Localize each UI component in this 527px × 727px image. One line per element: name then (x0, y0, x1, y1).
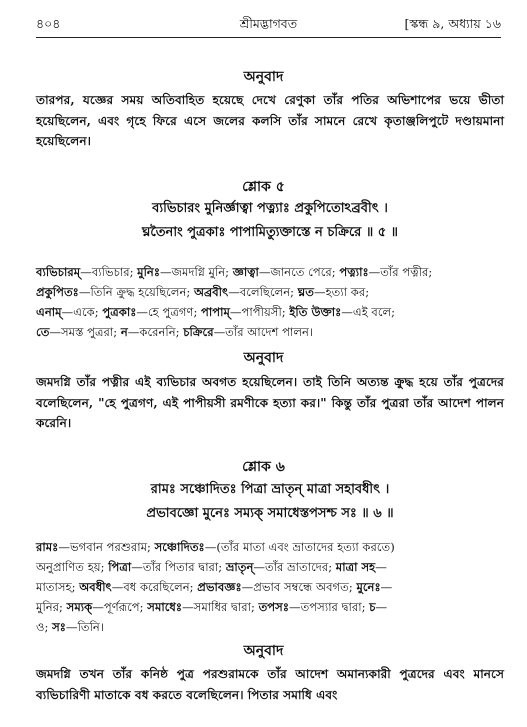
sanskrit-word: এনাম্ (36, 305, 62, 319)
sanskrit-word: পত্ন্যাঃ (339, 265, 369, 279)
word-meaning: —প্রভাব সম্বন্ধে অবগত; (241, 580, 357, 594)
word-meaning: —করেননি; (127, 325, 184, 339)
synonyms-line (36, 557, 504, 577)
translation-heading: অনুবাদ (243, 643, 284, 659)
sanskrit-word: অবধীৎ (79, 580, 112, 594)
word-meaning: —তাঁর ভ্রাতাদের; (253, 560, 336, 574)
translation-heading: অনুবাদ (243, 69, 284, 85)
word-meaning: —হত্যা কর; (313, 285, 370, 299)
word-meaning: —পূর্ণরূপে; (92, 600, 148, 614)
sanskrit-word: সঞ্চোদিতঃ (154, 540, 205, 554)
sloka-line: রামঃ সঞ্চোদিতঃ পিত্রা ভ্রাতৃন্ মাত্রা সহাবধীৎ । (150, 482, 390, 497)
word-meaning: —তাঁর আদেশ পালন। (213, 325, 314, 339)
sanskrit-word: চক্রিরে (183, 325, 214, 339)
sanskrit-word: চ (369, 600, 376, 614)
translation-text: জমদগ্নি তাঁর পত্নীর এই ব্যভিচার অবগত হয়েছিলেন। তাই তিনি অত্যন্ত ক্রুদ্ধ হয়ে তাঁর পুত্রদের বলেছিলেন, "হে পুত্রগণ, এই পাপীয়সী রমণীকে হত্যা কর।" কিন্তু তাঁর পুত্ররা তাঁর আদেশ পালন করেনি। (36, 375, 504, 430)
sanskrit-word: পুত্রকাঃ (102, 305, 137, 319)
word-meaning: মুনির; (36, 600, 67, 614)
page-number: ৪০৪ (36, 16, 61, 31)
synonyms-line (36, 597, 504, 617)
sanskrit-word: তপসঃ (258, 600, 290, 614)
sanskrit-word: ইতি উক্তাঃ (289, 305, 342, 319)
word-meaning: —বলেছিলেন; (228, 285, 298, 299)
word-meaning: ও; (36, 620, 53, 634)
synonyms-line (36, 322, 504, 342)
sanskrit-word: সমাধেঃ (147, 600, 183, 614)
sanskrit-word: সঃ (52, 620, 66, 634)
word-meaning: — (375, 600, 388, 614)
sanskrit-word: মুনিঃ (137, 265, 161, 279)
word-meaning: —তাঁর পত্নীর; (368, 265, 433, 279)
sanskrit-word: প্রভাবজ্ঞঃ (197, 580, 242, 594)
word-meaning: —সমাধির দ্বারা; (182, 600, 259, 614)
sloka-line: ব্যভিচারং মুনির্জ্ঞাত্বা পত্ন্যাঃ প্রকুপিতোঽব্রবীৎ । (152, 201, 388, 216)
word-meaning: —তিনি। (65, 620, 104, 634)
word-meaning: —জানতে পেরে; (258, 265, 340, 279)
word-meaning: —ব্যভিচার; (80, 265, 138, 279)
synonyms-line (36, 577, 504, 597)
synonyms-line (36, 282, 504, 302)
sanskrit-word: মাত্রা সহ (335, 560, 376, 574)
synonyms-line (36, 262, 504, 282)
sanskrit-word: সম্যক্ (66, 600, 93, 614)
word-meaning: —তপস্যার দ্বারা; (289, 600, 370, 614)
word-meaning: — (375, 560, 387, 574)
sanskrit-word: পাপাম্ (201, 305, 230, 319)
translation-text: তারপর, যজ্ঞের সময় অতিবাহিত হয়েছে দেখে রেণুকা তাঁর পতির অভিশাপের ভয়ে ভীতা হয়েছিলেন, এবং গৃহে ফিরে এসে জলের কলসি তাঁর সামনে রেখে কৃতাঞ্জলিপুটে দণ্ডায়মানা হয়েছিলেন। (36, 93, 504, 148)
page-header (36, 14, 501, 34)
word-meaning: —ভগবান পরশুরাম; (58, 540, 155, 554)
word-meaning: —জমদগ্নি মুনি; (160, 265, 233, 279)
sanskrit-word: জ্ঞাত্বা (232, 265, 259, 279)
word-meaning: মাতাসহ; (36, 580, 80, 594)
word-meaning: অনুপ্রাণিত হয়; (36, 560, 109, 574)
synonyms-line (36, 302, 504, 322)
translation-text: জমদগ্নি তখন তাঁর কনিষ্ঠ পুত্র পরশুরামকে তাঁর আদেশ অমান্যকারী পুত্রদের এবং মানসে ব্যভিচারিণী মাতাকে বধ করতে বলেছিলেন। পিতার সমাধি এবং (36, 667, 504, 702)
word-meaning: —পাপীয়সী; (229, 305, 290, 319)
sanskrit-word: পিত্রা (108, 560, 132, 574)
synonyms-line (36, 537, 504, 557)
book-title: শ্রীমদ্ভাগবত (239, 16, 298, 31)
sanskrit-word: ঘ্নত (297, 285, 314, 299)
word-meaning: —হে পুত্রগণ; (136, 305, 202, 319)
sanskrit-word: ব্যভিচারম্ (36, 265, 81, 279)
sloka-heading: শ্লোক ৫ (242, 179, 285, 195)
word-meaning: —(তাঁর মাতা এবং ভ্রাতাদের হত্যা করতে) (204, 540, 395, 554)
sanskrit-word: প্রকুপিতঃ (36, 285, 79, 299)
sanskrit-word: অব্রবীৎ (194, 285, 229, 299)
translation-heading: অনুবাদ (243, 350, 284, 366)
sloka-line: প্রভাবজ্ঞো মুনেঃ সম্যক্ সমাধেস্তপসশ্চ সঃ ॥ ৬ ॥ (146, 506, 394, 521)
sloka-heading: শ্লোক ৬ (242, 459, 285, 475)
synonyms-line (36, 617, 504, 637)
sanskrit-word: মুনেঃ (356, 580, 381, 594)
chapter-location: [স্কন্ধ ৯, অধ্যায় ১৬ (404, 16, 501, 31)
sanskrit-word: ভ্রাতৃন্ (225, 560, 254, 574)
word-meaning: —একে; (61, 305, 103, 319)
sanskrit-word: ন (120, 325, 128, 339)
word-meaning: —তিনি ক্রুদ্ধ হয়েছিলেন; (78, 285, 194, 299)
sanskrit-word: রামঃ (36, 540, 59, 554)
word-meaning: —তাঁর পিতার দ্বারা; (131, 560, 226, 574)
word-meaning: —সমস্ত পুত্ররা; (49, 325, 121, 339)
word-meaning: —এই বলে; (341, 305, 396, 319)
header-divider (36, 37, 501, 38)
word-meaning: —বধ করেছিলেন; (111, 580, 198, 594)
sanskrit-word: তে (36, 325, 50, 339)
word-meaning: — (380, 580, 393, 594)
sloka-line: ঘ্নতৈনাং পুত্রকাঃ পাপামিত্যুক্তাস্তে ন চক্রিরে ॥ ৫ ॥ (141, 225, 399, 240)
